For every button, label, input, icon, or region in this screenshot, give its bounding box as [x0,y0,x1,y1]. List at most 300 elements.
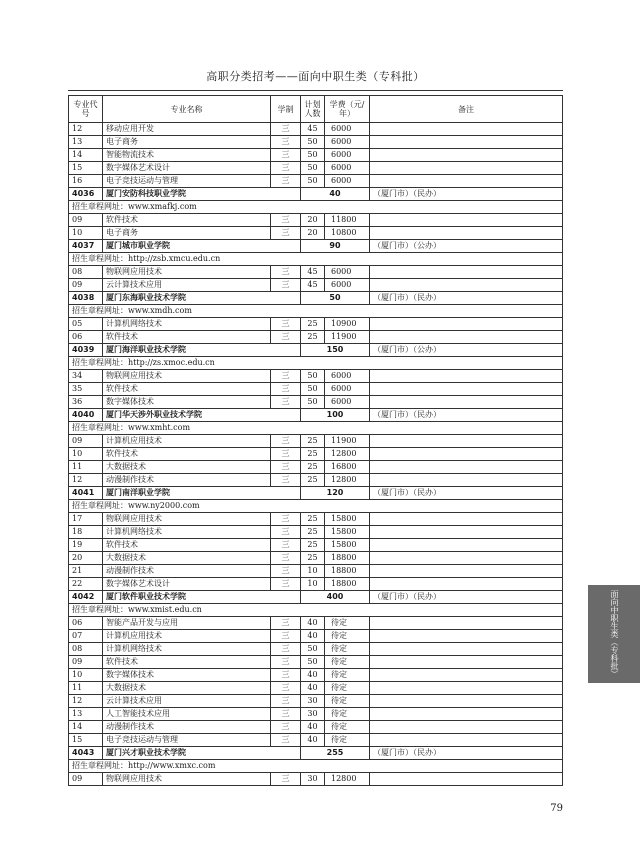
major-code: 18 [69,526,103,539]
major-note [370,136,563,149]
school-code: 4041 [69,487,103,500]
major-code: 05 [69,318,103,331]
major-row [69,656,563,669]
major-row [69,721,563,734]
admission-url: 招生章程网址：http://www.xmxc.com [69,760,563,773]
major-note [370,474,563,487]
major-note [370,656,563,669]
school-code: 4039 [69,344,103,357]
major-name: 人工智能技术应用 [103,708,271,721]
school-note: （厦门市）（民办） [370,409,563,422]
major-plan: 25 [301,331,325,344]
major-plan: 40 [301,734,325,747]
major-row [69,630,563,643]
school-total: 120 [301,487,370,500]
page-header [68,68,563,91]
major-note [370,162,563,175]
major-code: 15 [69,162,103,175]
major-plan: 25 [301,513,325,526]
admission-url-row [69,422,563,435]
major-years: 三 [271,175,301,188]
header-code: 专业代号 [69,96,103,123]
major-years: 三 [271,682,301,695]
major-fee: 待定 [325,708,370,721]
school-name: 厦门华天涉外职业技术学院 [103,409,301,422]
major-name: 数字媒体技术 [103,396,271,409]
major-name: 计算机网络技术 [103,318,271,331]
major-row [69,149,563,162]
admission-url-row [69,760,563,773]
major-name: 软件技术 [103,656,271,669]
major-code: 10 [69,448,103,461]
major-row [69,123,563,136]
major-years: 三 [271,656,301,669]
major-plan: 40 [301,630,325,643]
major-plan: 50 [301,643,325,656]
major-note [370,396,563,409]
school-total: 150 [301,344,370,357]
major-row [69,669,563,682]
major-years: 三 [271,136,301,149]
major-fee: 11800 [325,214,370,227]
major-years: 三 [271,266,301,279]
major-note [370,617,563,630]
major-row [69,552,563,565]
admission-table [68,95,563,786]
major-name: 大数据技术 [103,552,271,565]
major-name: 智能产品开发与应用 [103,617,271,630]
major-fee: 待定 [325,721,370,734]
major-years: 三 [271,396,301,409]
school-name: 厦门软件职业技术学院 [103,591,301,604]
major-fee: 15800 [325,513,370,526]
major-code: 09 [69,279,103,292]
major-years: 三 [271,279,301,292]
major-plan: 50 [301,383,325,396]
major-note [370,214,563,227]
major-plan: 45 [301,266,325,279]
major-row [69,513,563,526]
major-fee: 待定 [325,682,370,695]
table-header-row [69,96,563,123]
school-name: 厦门东海职业技术学院 [103,292,301,305]
admission-url: 招生章程网址：www.ny2000.com [69,500,563,513]
major-years: 三 [271,149,301,162]
major-fee: 待定 [325,695,370,708]
major-plan: 25 [301,461,325,474]
major-years: 三 [271,331,301,344]
major-years: 三 [271,643,301,656]
admission-url: 招生章程网址：www.xmht.com [69,422,563,435]
major-years: 三 [271,695,301,708]
major-fee: 12800 [325,474,370,487]
major-name: 物联网应用技术 [103,773,271,786]
major-plan: 25 [301,474,325,487]
major-code: 09 [69,214,103,227]
major-fee: 12800 [325,448,370,461]
major-years: 三 [271,474,301,487]
major-note [370,318,563,331]
major-fee: 6000 [325,149,370,162]
major-row [69,318,563,331]
major-name: 电子商务 [103,227,271,240]
major-fee: 待定 [325,643,370,656]
school-row [69,409,563,422]
major-plan: 50 [301,396,325,409]
major-fee: 10900 [325,318,370,331]
major-code: 16 [69,175,103,188]
major-fee: 6000 [325,123,370,136]
admission-url: 招生章程网址：http://zsb.xmcu.edu.cn [69,253,563,266]
major-note [370,669,563,682]
major-years: 三 [271,123,301,136]
major-name: 数字媒体艺术设计 [103,162,271,175]
school-note: （厦门市）（民办） [370,188,563,201]
major-name: 移动应用开发 [103,123,271,136]
major-name: 动漫制作技术 [103,721,271,734]
school-row [69,344,563,357]
major-plan: 25 [301,539,325,552]
major-note [370,227,563,240]
school-code: 4040 [69,409,103,422]
major-fee: 12800 [325,773,370,786]
major-code: 11 [69,682,103,695]
major-fee: 18800 [325,578,370,591]
school-note: （厦门市）（民办） [370,487,563,500]
major-fee: 15800 [325,539,370,552]
major-years: 三 [271,578,301,591]
major-years: 三 [271,669,301,682]
major-fee: 6000 [325,162,370,175]
major-code: 22 [69,578,103,591]
major-years: 三 [271,526,301,539]
major-years: 三 [271,734,301,747]
major-plan: 30 [301,708,325,721]
major-row [69,773,563,786]
major-plan: 25 [301,448,325,461]
school-name: 厦门海洋职业技术学院 [103,344,301,357]
major-plan: 10 [301,578,325,591]
major-code: 06 [69,331,103,344]
major-plan: 45 [301,123,325,136]
major-name: 物联网应用技术 [103,513,271,526]
major-row [69,617,563,630]
major-fee: 18800 [325,552,370,565]
school-name: 厦门安防科技职业学院 [103,188,301,201]
major-note [370,175,563,188]
major-fee: 6000 [325,175,370,188]
major-years: 三 [271,318,301,331]
school-row [69,747,563,760]
school-note: （厦门市）（民办） [370,747,563,760]
school-row [69,292,563,305]
major-fee: 11900 [325,331,370,344]
school-row [69,188,563,201]
major-fee: 11900 [325,435,370,448]
major-row [69,279,563,292]
major-plan: 25 [301,526,325,539]
admission-url: 招生章程网址：www.xmafkj.com [69,201,563,214]
major-note [370,331,563,344]
major-name: 软件技术 [103,383,271,396]
major-code: 11 [69,461,103,474]
admission-url-row [69,604,563,617]
major-note [370,448,563,461]
admission-url-row [69,201,563,214]
major-code: 36 [69,396,103,409]
major-plan: 50 [301,656,325,669]
major-code: 13 [69,136,103,149]
header-fee: 学费（元/年） [325,96,370,123]
school-total: 50 [301,292,370,305]
school-name: 厦门城市职业学院 [103,240,301,253]
major-code: 12 [69,474,103,487]
major-years: 三 [271,162,301,175]
major-code: 20 [69,552,103,565]
school-name: 厦门兴才职业技术学院 [103,747,301,760]
school-total: 100 [301,409,370,422]
major-plan: 40 [301,682,325,695]
major-years: 三 [271,565,301,578]
major-note [370,708,563,721]
major-name: 计算机应用技术 [103,435,271,448]
major-name: 云计算技术应用 [103,279,271,292]
school-row [69,487,563,500]
major-fee: 6000 [325,383,370,396]
major-plan: 20 [301,214,325,227]
header-name: 专业名称 [103,96,271,123]
major-name: 数字媒体技术 [103,669,271,682]
major-note [370,383,563,396]
major-note [370,539,563,552]
major-note [370,565,563,578]
major-plan: 30 [301,695,325,708]
major-years: 三 [271,552,301,565]
major-name: 电子竞技运动与管理 [103,175,271,188]
major-fee: 16800 [325,461,370,474]
major-years: 三 [271,513,301,526]
school-row [69,240,563,253]
major-code: 13 [69,708,103,721]
major-plan: 50 [301,370,325,383]
table-body [69,123,563,786]
major-code: 12 [69,695,103,708]
school-note: （厦门市）（民办） [370,591,563,604]
major-code: 35 [69,383,103,396]
major-code: 19 [69,539,103,552]
school-code: 4036 [69,188,103,201]
major-row [69,695,563,708]
major-years: 三 [271,721,301,734]
major-years: 三 [271,617,301,630]
major-fee: 待定 [325,617,370,630]
major-note [370,695,563,708]
school-name: 厦门南洋职业学院 [103,487,301,500]
major-row [69,448,563,461]
major-fee: 6000 [325,370,370,383]
major-note [370,149,563,162]
major-code: 34 [69,370,103,383]
major-plan: 50 [301,136,325,149]
major-code: 15 [69,734,103,747]
major-note [370,734,563,747]
major-note [370,370,563,383]
major-name: 电子商务 [103,136,271,149]
major-row [69,708,563,721]
major-fee: 待定 [325,669,370,682]
major-fee: 待定 [325,630,370,643]
major-code: 12 [69,123,103,136]
major-years: 三 [271,773,301,786]
major-code: 10 [69,669,103,682]
major-name: 数字媒体艺术设计 [103,578,271,591]
major-plan: 40 [301,669,325,682]
major-row [69,175,563,188]
major-years: 三 [271,630,301,643]
major-fee: 6000 [325,396,370,409]
major-note [370,266,563,279]
major-fee: 待定 [325,656,370,669]
major-code: 14 [69,721,103,734]
major-plan: 25 [301,435,325,448]
school-note: （厦门市）（民办） [370,292,563,305]
major-name: 大数据技术 [103,682,271,695]
major-note [370,552,563,565]
major-row [69,396,563,409]
admission-url: 招生章程网址：www.xmdh.com [69,305,563,318]
major-plan: 25 [301,318,325,331]
major-note [370,435,563,448]
admission-url-row [69,357,563,370]
major-code: 08 [69,643,103,656]
major-plan: 50 [301,162,325,175]
major-row [69,734,563,747]
major-fee: 10800 [325,227,370,240]
major-name: 云计算技术应用 [103,695,271,708]
major-years: 三 [271,435,301,448]
major-plan: 25 [301,552,325,565]
school-row [69,591,563,604]
major-years: 三 [271,461,301,474]
major-name: 计算机网络技术 [103,526,271,539]
school-note: （厦门市）（公办） [370,240,563,253]
major-plan: 50 [301,175,325,188]
major-code: 08 [69,266,103,279]
header-note: 备注 [370,96,563,123]
major-name: 大数据技术 [103,461,271,474]
major-row [69,643,563,656]
major-row [69,214,563,227]
major-row [69,162,563,175]
major-row [69,266,563,279]
major-note [370,526,563,539]
major-code: 09 [69,656,103,669]
major-code: 06 [69,617,103,630]
major-row [69,461,563,474]
major-note [370,513,563,526]
major-row [69,370,563,383]
major-plan: 50 [301,149,325,162]
major-years: 三 [271,214,301,227]
school-code: 4037 [69,240,103,253]
header-years: 学制 [271,96,301,123]
major-row [69,682,563,695]
major-row [69,526,563,539]
major-code: 09 [69,435,103,448]
major-plan: 20 [301,227,325,240]
major-note [370,578,563,591]
admission-url-row [69,305,563,318]
admission-url: 招生章程网址：www.xmist.edu.cn [69,604,563,617]
major-fee: 6000 [325,136,370,149]
major-row [69,383,563,396]
header-title: 高职分类招考——面向中职生类（专科批） [206,70,425,83]
page-number: 79 [550,803,563,814]
major-years: 三 [271,370,301,383]
school-code: 4042 [69,591,103,604]
school-note: （厦门市）（公办） [370,344,563,357]
header-plan: 计划人数 [301,96,325,123]
major-note [370,773,563,786]
major-row [69,539,563,552]
major-row [69,227,563,240]
major-name: 软件技术 [103,448,271,461]
major-plan: 40 [301,617,325,630]
major-row [69,136,563,149]
major-code: 14 [69,149,103,162]
major-note [370,461,563,474]
major-name: 软件技术 [103,539,271,552]
major-years: 三 [271,708,301,721]
major-name: 软件技术 [103,331,271,344]
major-code: 10 [69,227,103,240]
major-code: 17 [69,513,103,526]
section-side-tab [588,585,640,683]
school-total: 90 [301,240,370,253]
major-plan: 10 [301,565,325,578]
major-row [69,578,563,591]
major-note [370,123,563,136]
major-note [370,279,563,292]
major-note [370,643,563,656]
school-code: 4038 [69,292,103,305]
major-plan: 30 [301,773,325,786]
major-row [69,565,563,578]
major-fee: 6000 [325,279,370,292]
major-name: 物联网应用技术 [103,266,271,279]
major-name: 电子竞技运动与管理 [103,734,271,747]
major-name: 智能物流技术 [103,149,271,162]
major-row [69,474,563,487]
major-row [69,331,563,344]
major-fee: 待定 [325,734,370,747]
major-name: 计算机网络技术 [103,643,271,656]
major-name: 动漫制作技术 [103,474,271,487]
major-years: 三 [271,539,301,552]
school-code: 4043 [69,747,103,760]
major-years: 三 [271,383,301,396]
side-tab-label: 面向中职生类（专科批） [610,590,619,678]
major-name: 软件技术 [103,214,271,227]
admission-url-row [69,253,563,266]
major-note [370,682,563,695]
major-row [69,435,563,448]
major-note [370,630,563,643]
major-years: 三 [271,227,301,240]
admission-url: 招生章程网址：http://zs.xmoc.edu.cn [69,357,563,370]
major-fee: 6000 [325,266,370,279]
major-code: 07 [69,630,103,643]
